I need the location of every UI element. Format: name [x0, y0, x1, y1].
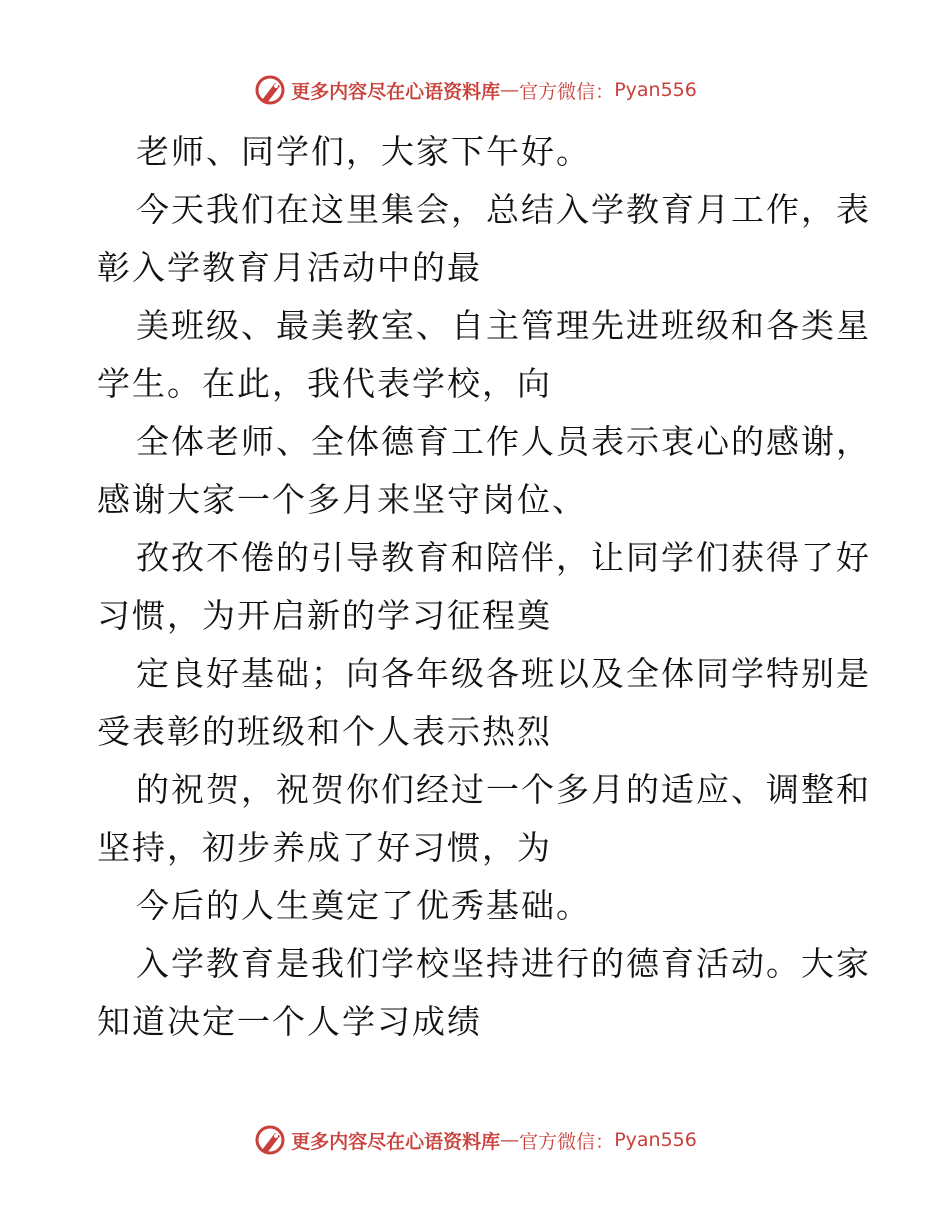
speech-body [97, 123, 871, 1051]
banner-brand-text: 更多内容尽在心语资料库 [291, 80, 501, 103]
paragraph-line: 美班级、最美教室、自主管理先进班级和各类星 [136, 306, 871, 345]
banner-wechat-id: Pyan556 [614, 1129, 697, 1151]
paragraph-line: 习惯，为开启新的学习征程奠 [97, 596, 552, 635]
footer-banner [0, 1120, 950, 1160]
pen-nib-logo-icon [253, 73, 287, 107]
banner-brand-text: 更多内容尽在心语资料库 [291, 1130, 501, 1153]
banner-dash: — [500, 1129, 520, 1151]
paragraph-line: 学生。在此，我代表学校，向 [97, 364, 552, 403]
banner-wechat-id: Pyan556 [614, 79, 697, 101]
pen-nib-logo-icon [253, 1123, 287, 1157]
paragraph-line: 全体老师、全体德育工作人员表示衷心的感谢， [136, 422, 871, 461]
paragraph-line: 知道决定一个人学习成绩 [97, 1002, 482, 1041]
paragraph-line: 受表彰的班级和个人表示热烈 [97, 712, 552, 751]
paragraph-line: 定良好基础；向各年级各班以及全体同学特别是 [136, 654, 871, 693]
paragraph-line: 今后的人生奠定了优秀基础。 [136, 886, 591, 925]
banner-official-label: 官方微信： [519, 80, 615, 103]
paragraph-line: 入学教育是我们学校坚持进行的德育活动。大家 [136, 944, 871, 983]
header-banner [0, 70, 950, 110]
banner-dash: — [500, 79, 520, 101]
paragraph-line: 孜孜不倦的引导教育和陪伴，让同学们获得了好 [136, 538, 871, 577]
paragraph-line: 坚持，初步养成了好习惯，为 [97, 828, 552, 867]
paragraph-line: 彰入学教育月活动中的最 [97, 248, 482, 287]
paragraph-line: 老师、同学们，大家下午好。 [136, 132, 591, 171]
banner-official-label: 官方微信： [519, 1130, 615, 1153]
paragraph-line: 今天我们在这里集会，总结入学教育月工作，表 [136, 190, 871, 229]
paragraph-line: 感谢大家一个多月来坚守岗位、 [97, 480, 587, 519]
paragraph-line: 的祝贺，祝贺你们经过一个多月的适应、调整和 [136, 770, 871, 809]
